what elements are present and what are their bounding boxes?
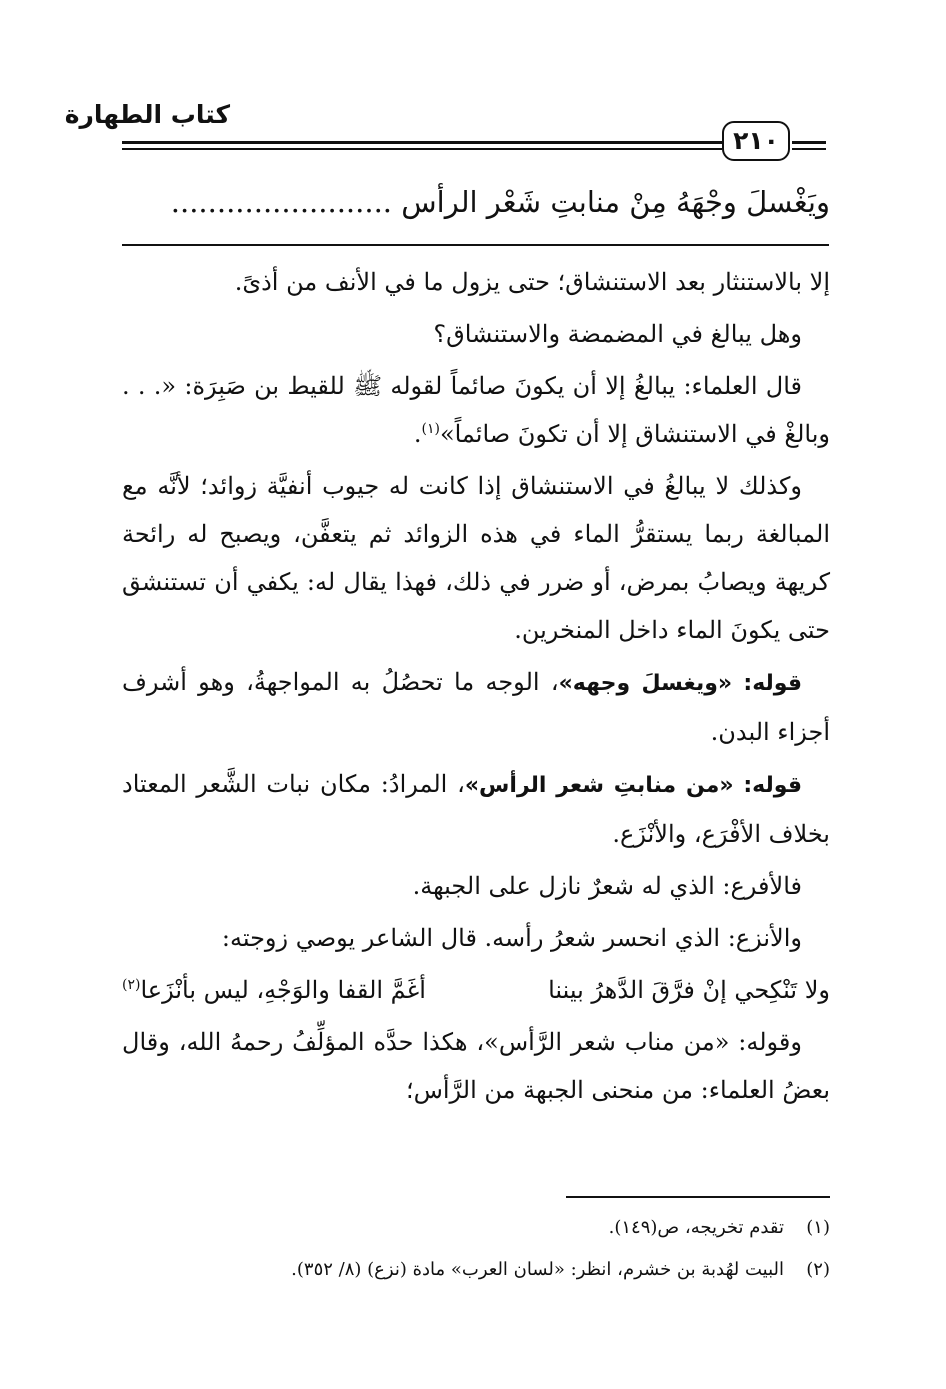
footnote [122, 1207, 830, 1249]
paragraph [122, 760, 830, 858]
quoted-phrase: قوله: «ويغسلَ وجهه» [558, 671, 802, 696]
paragraph: فالأفرع: الذي له شعرٌ نازل على الجبهة. [412, 872, 802, 900]
paragraph: إلا بالاستنثار بعد الاستنشاق؛ حتى يزول ما في الأنف من أذىً. [234, 268, 830, 296]
poem-first-hemistich: ولا تَنْكِحي إنْ فرَّقَ الدَّهرُ بيننا [548, 976, 830, 1004]
page-number: ٢١٠ [722, 121, 790, 161]
footnote-ref[interactable]: (٢) [122, 977, 141, 993]
header-rule [122, 141, 722, 144]
matn-text: ويَغْسلَ وجْهَهُ مِنْ منابتِ شَعْر الرأس ........................ [170, 185, 830, 219]
paragraph [122, 658, 830, 756]
header-rule [792, 148, 826, 150]
header-rule [122, 148, 722, 150]
footnote-number: (١) [806, 1217, 830, 1238]
header-rule [792, 141, 826, 144]
poem-verse [122, 966, 830, 1014]
footnote-text: البيت لهُدبة بن خشرم، انظر: «لسان العرب» مادة (نزع) (٨/ ٣٥٢). [291, 1259, 784, 1280]
paragraph: وهل يبالغ في المضمضة والاستنشاق؟ [433, 320, 802, 348]
paragraph: والأنزع: الذي انحسر شعرُ رأسه. قال الشاعر يوصي زوجته: [221, 924, 802, 952]
paragraph-end: . [413, 420, 422, 448]
matn-divider [122, 244, 829, 246]
quoted-phrase: قوله: «من منابتِ شعر الرأس» [464, 773, 802, 798]
footnote-number: (٢) [806, 1259, 830, 1280]
paragraph [122, 362, 830, 458]
commentary-body [122, 258, 830, 1118]
footnote-ref[interactable]: (١) [421, 421, 440, 437]
paragraph-text: ، الوجه ما تحصُلُ به المواجهةُ، وهو أشرف أجزاء البدن. [122, 668, 830, 746]
paragraph-text: ، المرادُ: مكان نبات الشَّعر المعتاد بخلاف الأفْرَع، والأنْزَع. [122, 770, 830, 848]
paragraph: وقوله: «من مناب شعر الرَّأس»، هكذا حدَّه المؤلِّفُ رحمهُ الله، وقال بعضُ العلماء: من منحنى الجبهة من الرَّأس؛ [122, 1028, 830, 1104]
poem-second-text: أغَمَّ القفا والوَجْهِ، ليس بأنْزَعا [140, 976, 426, 1004]
poem-second-hemistich [122, 966, 426, 1014]
book-title: كتاب الطهارة [64, 100, 230, 129]
paragraph-text: قال العلماء: يبالغُ إلا أن يكونَ صائماً لقوله ﷺ للقيط بن صَبِرَة: «. . . وبالغْ في الاستنشاق إلا أن تكونَ صائماً» [122, 372, 830, 448]
footnotes [122, 1207, 830, 1291]
footnote [122, 1249, 830, 1291]
footnote-text: تقدم تخريجه، ص(١٤٩). [608, 1217, 784, 1238]
paragraph: وكذلك لا يبالغُ في الاستنشاق إذا كانت له جيوب أنفيَّة زوائد؛ لأنَّه مع المبالغة ربما يستقرُّ الماء في هذه الزوائد ثم يتعفَّن، ويصبح له رائحة كريهة ويصابُ بمرض، أو ضرر في ذلك، فهذا يقال له: يكفي أن تستنشق حتى يكونَ الماء داخل المنخرين. [122, 472, 830, 644]
footnote-divider [566, 1196, 830, 1198]
